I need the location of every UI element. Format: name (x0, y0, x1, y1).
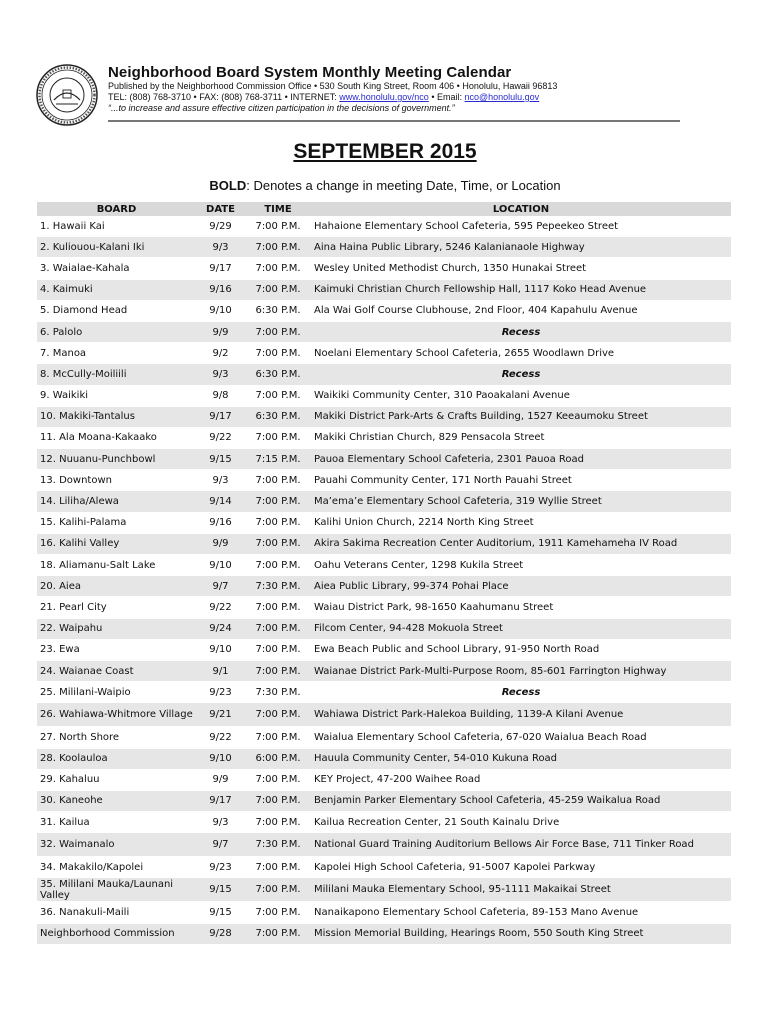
time-cell: 7:00 P.M. (245, 857, 311, 878)
table-row (37, 682, 731, 703)
time-cell: 7:00 P.M. (245, 640, 311, 661)
date-cell: 9/22 (196, 597, 245, 618)
time-cell: 7:00 P.M. (245, 322, 311, 343)
board-cell: 4. Kaimuki (37, 280, 196, 301)
time-cell: 7:00 P.M. (245, 428, 311, 449)
table-row (37, 364, 731, 385)
location-cell: Pauoa Elementary School Cafeteria, 2301 Pauoa Road (311, 449, 731, 470)
table-row (37, 727, 731, 748)
time-cell: 7:00 P.M. (245, 555, 311, 576)
time-cell: 7:00 P.M. (245, 727, 311, 748)
table-row (37, 555, 731, 576)
board-cell: 34. Makakilo/Kapolei (37, 857, 196, 878)
date-cell: 9/8 (196, 386, 245, 407)
header-date: DATE (196, 202, 245, 216)
board-cell: 29. Kahaluu (37, 770, 196, 791)
table-row (37, 407, 731, 428)
header-board: BOARD (37, 202, 196, 216)
date-cell: 9/3 (196, 364, 245, 385)
board-cell: 27. North Shore (37, 727, 196, 748)
time-cell: 7:30 P.M. (245, 833, 311, 857)
time-cell: 7:15 P.M. (245, 449, 311, 470)
contact-line (108, 92, 688, 103)
location-cell: Hauula Community Center, 54-010 Kukuna Road (311, 749, 731, 770)
date-cell: 9/10 (196, 555, 245, 576)
location-cell: Oahu Veterans Center, 1298 Kukila Street (311, 555, 731, 576)
table-row (37, 833, 731, 857)
document-title: Neighborhood Board System Monthly Meeting Calendar (108, 64, 512, 81)
location-cell: Aina Haina Public Library, 5246 Kalanianaole Highway (311, 237, 731, 258)
location-cell: Recess (311, 322, 731, 343)
location-cell: Ala Wai Golf Course Clubhouse, 2nd Floor, 404 Kapahulu Avenue (311, 301, 731, 322)
table-row (37, 343, 731, 364)
email-link[interactable]: nco@honolulu.gov (464, 92, 540, 102)
date-cell: 9/28 (196, 924, 245, 945)
date-cell: 9/9 (196, 770, 245, 791)
date-cell: 9/2 (196, 343, 245, 364)
legend-text: : Denotes a change in meeting Date, Time, or Location (246, 178, 561, 193)
table-row (37, 619, 731, 640)
time-cell: 7:00 P.M. (245, 513, 311, 534)
date-cell: 9/16 (196, 280, 245, 301)
board-cell: 3. Waialae-Kahala (37, 258, 196, 279)
table-row (37, 812, 731, 833)
location-cell: Ma’ema’e Elementary School Cafeteria, 319 Wyllie Street (311, 491, 731, 512)
header-location: LOCATION (311, 202, 731, 216)
table-row (37, 770, 731, 791)
table-row (37, 386, 731, 407)
meeting-calendar-table (37, 202, 731, 945)
location-cell: Waialua Elementary School Cafeteria, 67-020 Waialua Beach Road (311, 727, 731, 748)
time-cell: 6:30 P.M. (245, 301, 311, 322)
location-cell: Recess (311, 682, 731, 703)
location-cell: Wesley United Methodist Church, 1350 Hunakai Street (311, 258, 731, 279)
board-cell: 11. Ala Moana-Kakaako (37, 428, 196, 449)
motto: “...to increase and assure effective citizen participation in the decisions of government.” (108, 103, 455, 113)
table-header-row (37, 202, 731, 216)
date-cell: 9/22 (196, 727, 245, 748)
date-cell: 9/3 (196, 812, 245, 833)
location-cell: Recess (311, 364, 731, 385)
board-cell: Neighborhood Commission (37, 924, 196, 945)
month-heading (0, 140, 770, 164)
time-cell: 7:00 P.M. (245, 619, 311, 640)
date-cell: 9/10 (196, 301, 245, 322)
location-cell: Makiki District Park-Arts & Crafts Building, 1527 Keeaumoku Street (311, 407, 731, 428)
location-cell: Hahaione Elementary School Cafeteria, 595 Pepeekeo Street (311, 216, 731, 237)
month-title: SEPTEMBER 2015 (293, 140, 477, 163)
city-seal-icon (36, 64, 98, 126)
board-cell: 9. Waikiki (37, 386, 196, 407)
board-cell: 30. Kaneohe (37, 791, 196, 812)
board-cell: 5. Diamond Head (37, 301, 196, 322)
location-cell: Aiea Public Library, 99-374 Pohai Place (311, 576, 731, 597)
board-cell: 1. Hawaii Kai (37, 216, 196, 237)
time-cell: 7:30 P.M. (245, 576, 311, 597)
table-row (37, 280, 731, 301)
table-row (37, 749, 731, 770)
table-body (37, 216, 731, 945)
location-cell: Wahiawa District Park-Halekoa Building, 1139-A Kilani Avenue (311, 703, 731, 727)
location-cell: Makiki Christian Church, 829 Pensacola Street (311, 428, 731, 449)
table-row (37, 534, 731, 555)
board-cell: 6. Palolo (37, 322, 196, 343)
board-cell: 16. Kalihi Valley (37, 534, 196, 555)
date-cell: 9/17 (196, 791, 245, 812)
time-cell: 7:00 P.M. (245, 386, 311, 407)
time-cell: 7:00 P.M. (245, 280, 311, 301)
board-cell: 31. Kailua (37, 812, 196, 833)
time-cell: 7:00 P.M. (245, 812, 311, 833)
location-cell: Waikiki Community Center, 310 Paoakalani Avenue (311, 386, 731, 407)
location-cell: Waiau District Park, 98-1650 Kaahumanu Street (311, 597, 731, 618)
date-cell: 9/7 (196, 833, 245, 857)
board-cell: 18. Aliamanu-Salt Lake (37, 555, 196, 576)
location-cell: Kalihi Union Church, 2214 North King Street (311, 513, 731, 534)
date-cell: 9/29 (196, 216, 245, 237)
time-cell: 7:00 P.M. (245, 491, 311, 512)
table-row (37, 491, 731, 512)
board-cell: 36. Nanakuli-Maili (37, 902, 196, 923)
location-cell: Kapolei High School Cafeteria, 91-5007 Kapolei Parkway (311, 857, 731, 878)
time-cell: 7:00 P.M. (245, 237, 311, 258)
location-cell: Pauahi Community Center, 171 North Pauahi Street (311, 470, 731, 491)
email-separator: • Email: (428, 92, 465, 102)
board-cell: 8. McCully-Moiliili (37, 364, 196, 385)
contact-prefix: TEL: (808) 768-3710 • FAX: (808) 768-3711 • INTERNET: (108, 92, 340, 102)
legend (0, 178, 770, 193)
board-cell: 13. Downtown (37, 470, 196, 491)
date-cell: 9/9 (196, 322, 245, 343)
table-row (37, 322, 731, 343)
time-cell: 7:00 P.M. (245, 878, 311, 902)
time-cell: 7:00 P.M. (245, 770, 311, 791)
legend-bold-word: BOLD (209, 178, 247, 193)
location-cell: Mission Memorial Building, Hearings Room, 550 South King Street (311, 924, 731, 945)
board-cell: 24. Waianae Coast (37, 661, 196, 682)
date-cell: 9/22 (196, 428, 245, 449)
table-row (37, 449, 731, 470)
board-cell: 32. Waimanalo (37, 833, 196, 857)
table-row (37, 597, 731, 618)
publisher-address: Published by the Neighborhood Commission Office • 530 South King Street, Room 406 • Honolulu, Hawaii 96813 (108, 81, 558, 91)
location-cell: National Guard Training Auditorium Bellows Air Force Base, 711 Tinker Road (311, 833, 731, 857)
table-row (37, 703, 731, 727)
table-row (37, 258, 731, 279)
board-cell: 25. Mililani-Waipio (37, 682, 196, 703)
date-cell: 9/9 (196, 534, 245, 555)
date-cell: 9/10 (196, 640, 245, 661)
date-cell: 9/15 (196, 449, 245, 470)
table-row (37, 216, 731, 237)
date-cell: 9/15 (196, 902, 245, 923)
board-cell: 35. Mililani Mauka/Launani Valley (37, 878, 196, 902)
board-cell: 22. Waipahu (37, 619, 196, 640)
date-cell: 9/1 (196, 661, 245, 682)
table-row (37, 237, 731, 258)
board-cell: 2. Kuliouou-Kalani Iki (37, 237, 196, 258)
time-cell: 6:30 P.M. (245, 407, 311, 428)
time-cell: 6:00 P.M. (245, 749, 311, 770)
time-cell: 7:00 P.M. (245, 258, 311, 279)
time-cell: 7:00 P.M. (245, 924, 311, 945)
time-cell: 7:00 P.M. (245, 791, 311, 812)
location-cell: Benjamin Parker Elementary School Cafeteria, 45-259 Waikalua Road (311, 791, 731, 812)
table-row (37, 513, 731, 534)
time-cell: 7:00 P.M. (245, 216, 311, 237)
location-cell: Akira Sakima Recreation Center Auditorium, 1911 Kamehameha IV Road (311, 534, 731, 555)
board-cell: 10. Makiki-Tantalus (37, 407, 196, 428)
date-cell: 9/23 (196, 857, 245, 878)
table-row (37, 470, 731, 491)
time-cell: 7:00 P.M. (245, 661, 311, 682)
time-cell: 7:00 P.M. (245, 534, 311, 555)
date-cell: 9/14 (196, 491, 245, 512)
board-cell: 12. Nuuanu-Punchbowl (37, 449, 196, 470)
location-cell: Kailua Recreation Center, 21 South Kainalu Drive (311, 812, 731, 833)
date-cell: 9/7 (196, 576, 245, 597)
date-cell: 9/17 (196, 407, 245, 428)
location-cell: Kaimuki Christian Church Fellowship Hall, 1117 Koko Head Avenue (311, 280, 731, 301)
board-cell: 7. Manoa (37, 343, 196, 364)
date-cell: 9/23 (196, 682, 245, 703)
document-header (108, 64, 688, 114)
table-row (37, 576, 731, 597)
location-cell: Nanaikapono Elementary School Cafeteria, 89-153 Mano Avenue (311, 902, 731, 923)
time-cell: 7:00 P.M. (245, 597, 311, 618)
table-row (37, 661, 731, 682)
date-cell: 9/16 (196, 513, 245, 534)
board-cell: 28. Koolauloa (37, 749, 196, 770)
table-row (37, 791, 731, 812)
board-cell: 26. Wahiawa-Whitmore Village (37, 703, 196, 727)
date-cell: 9/10 (196, 749, 245, 770)
board-cell: 20. Aiea (37, 576, 196, 597)
table-row (37, 301, 731, 322)
time-cell: 7:00 P.M. (245, 902, 311, 923)
date-cell: 9/21 (196, 703, 245, 727)
date-cell: 9/15 (196, 878, 245, 902)
header-time: TIME (245, 202, 311, 216)
table-row (37, 640, 731, 661)
time-cell: 7:30 P.M. (245, 682, 311, 703)
date-cell: 9/3 (196, 470, 245, 491)
board-cell: 21. Pearl City (37, 597, 196, 618)
table-row (37, 857, 731, 878)
location-cell: Ewa Beach Public and School Library, 91-950 North Road (311, 640, 731, 661)
time-cell: 6:30 P.M. (245, 364, 311, 385)
location-cell: Noelani Elementary School Cafeteria, 2655 Woodlawn Drive (311, 343, 731, 364)
location-cell: Waianae District Park-Multi-Purpose Room, 85-601 Farrington Highway (311, 661, 731, 682)
location-cell: KEY Project, 47-200 Waihee Road (311, 770, 731, 791)
time-cell: 7:00 P.M. (245, 470, 311, 491)
date-cell: 9/24 (196, 619, 245, 640)
date-cell: 9/17 (196, 258, 245, 279)
location-cell: Mililani Mauka Elementary School, 95-1111 Makaikai Street (311, 878, 731, 902)
time-cell: 7:00 P.M. (245, 343, 311, 364)
time-cell: 7:00 P.M. (245, 703, 311, 727)
date-cell: 9/3 (196, 237, 245, 258)
header-divider (108, 120, 680, 122)
table-row (37, 902, 731, 923)
table-row (37, 924, 731, 945)
internet-link[interactable]: www.honolulu.gov/nco (339, 92, 429, 102)
board-cell: 14. Liliha/Alewa (37, 491, 196, 512)
board-cell: 23. Ewa (37, 640, 196, 661)
location-cell: Filcom Center, 94-428 Mokuola Street (311, 619, 731, 640)
table-row (37, 428, 731, 449)
board-cell: 15. Kalihi-Palama (37, 513, 196, 534)
table-row (37, 878, 731, 902)
